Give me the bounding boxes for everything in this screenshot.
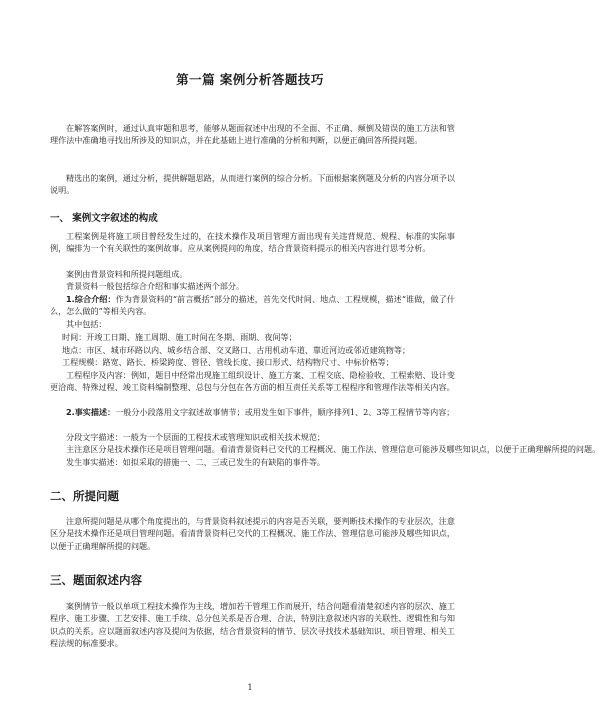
overview-item [50,293,455,318]
page-title: 第一篇 案例分析答题技巧 [176,72,324,87]
section-2-heading: 二、所提问题 [50,489,119,503]
page-number: 1 [247,683,253,692]
time-line: 时间：开竣工日期、施工周期、施工时间在冬期、雨期、夜间等； [62,332,297,342]
overview-text: 作为背景资料的“前言概括”部分的描述，首先交代时间、地点、工程规模，描述“谁做，做了什么，怎么做的”等相关内容。 [50,294,455,317]
scale-line: 工程规模：路宽、路长、桥梁跨度、管径、管线长度、接口形式、结构物尺寸、中标价格等； [62,357,394,367]
section-1-heading: 一、 案例文字叙述的构成 [50,213,158,224]
section-3-heading: 三、题面叙述内容 [50,573,142,587]
intro-paragraph-2: 精选出的案例，通过分析，提供解题思路，从而进行案例的综合分析。下面根据案例题及分析的内容分项予以说明。 [50,173,455,196]
facts-label: 2.事实描述： [66,407,116,417]
facts-item [50,406,455,418]
process-paragraph: 工程程序及内容：例如，题目中经常出现施工组织设计、施工方案、工程交底、隐检验收、工程索赔、设计变更洽商、特殊过程、竣工资料编制整理、总包与分包在各方面的相互责任关系等工程程序和管理作法等相关内容。 [50,370,455,393]
intro-paragraph-1: 在解答案例时，通过认真审题和思考，能够从题面叙述中出现的不全面、不正确、颠倒及错误的施工方法和管理作法中准确地寻找出所涉及的知识点，并在此基础上进行准确的分析和判断，以便正确回答所提问题。 [50,123,455,146]
place-line: 地点：市区、城市环路以内、城乡结合部、交叉路口、古用机动车道、靠近河边或邻近建筑物等； [62,345,411,355]
event-description-line: 发生事实描述：如拟采取的措施一、二、三或已发生的有缺陷的事件等。 [66,457,326,467]
note-line: 主注意区分是技术操作还是项目管理问题。看清背景资料已交代的工程概况、施工作法、管理信息可能涉及哪些知识点，以便于正确理解所提的问题。 [66,444,600,454]
section-1-paragraph-2: 案例由背景资料和所提问题组成。 [66,269,188,279]
facts-text: 一般分小段落用文字叙述故事情节；或用发生如下事件，顺序排列1、2、3等工程情节等内容； [115,407,455,417]
segment-description-line: 分段文字描述：一般为一个层面的工程技术或管理知识或相关技术规范； [66,432,326,442]
section-2-paragraph: 注意所提问题是从哪个角度提出的，与背景资料叙述提示的内容是否关联，要判断技术操作的专业层次，注意区分是技术操作还是项目管理问题。看清背景资料已交代的工程概况、施工作法、管理信息可能涉及哪些知识点，以便于正确理解所提的问题。 [50,516,455,551]
section-3-paragraph: 案例情节一般以单项工程技术操作为主线，增加若干管理工作而展开，结合问题看清楚叙述内容的层次、施工程序、施工步骤、工艺安排、施工手续、总分包关系是否合理、合法，特别注意叙述内容的关联性、逻辑性和与知识点的关系。应以题面叙述内容及提问为依据，结合背景资料的情节、层次寻找技术基础知识、项目管理、相关工程法规的标准要求。 [50,601,455,649]
section-1-paragraph-3: 背景资料一般包括综合介绍和事实描述两个部分。 [66,281,245,291]
section-1-paragraph-1: 工程案例是将施工项目曾经发生过的，在技术操作及项目管理方面出现有关违背规范、规程、标准的实际事例，编排为一个有关联性的案例故事。应从案例提问的角度，结合背景资料提示的相关内容进行思考分析。 [50,231,455,254]
includes-line: 其中包括： [66,319,107,329]
overview-label: 1.综合介绍： [66,294,116,304]
